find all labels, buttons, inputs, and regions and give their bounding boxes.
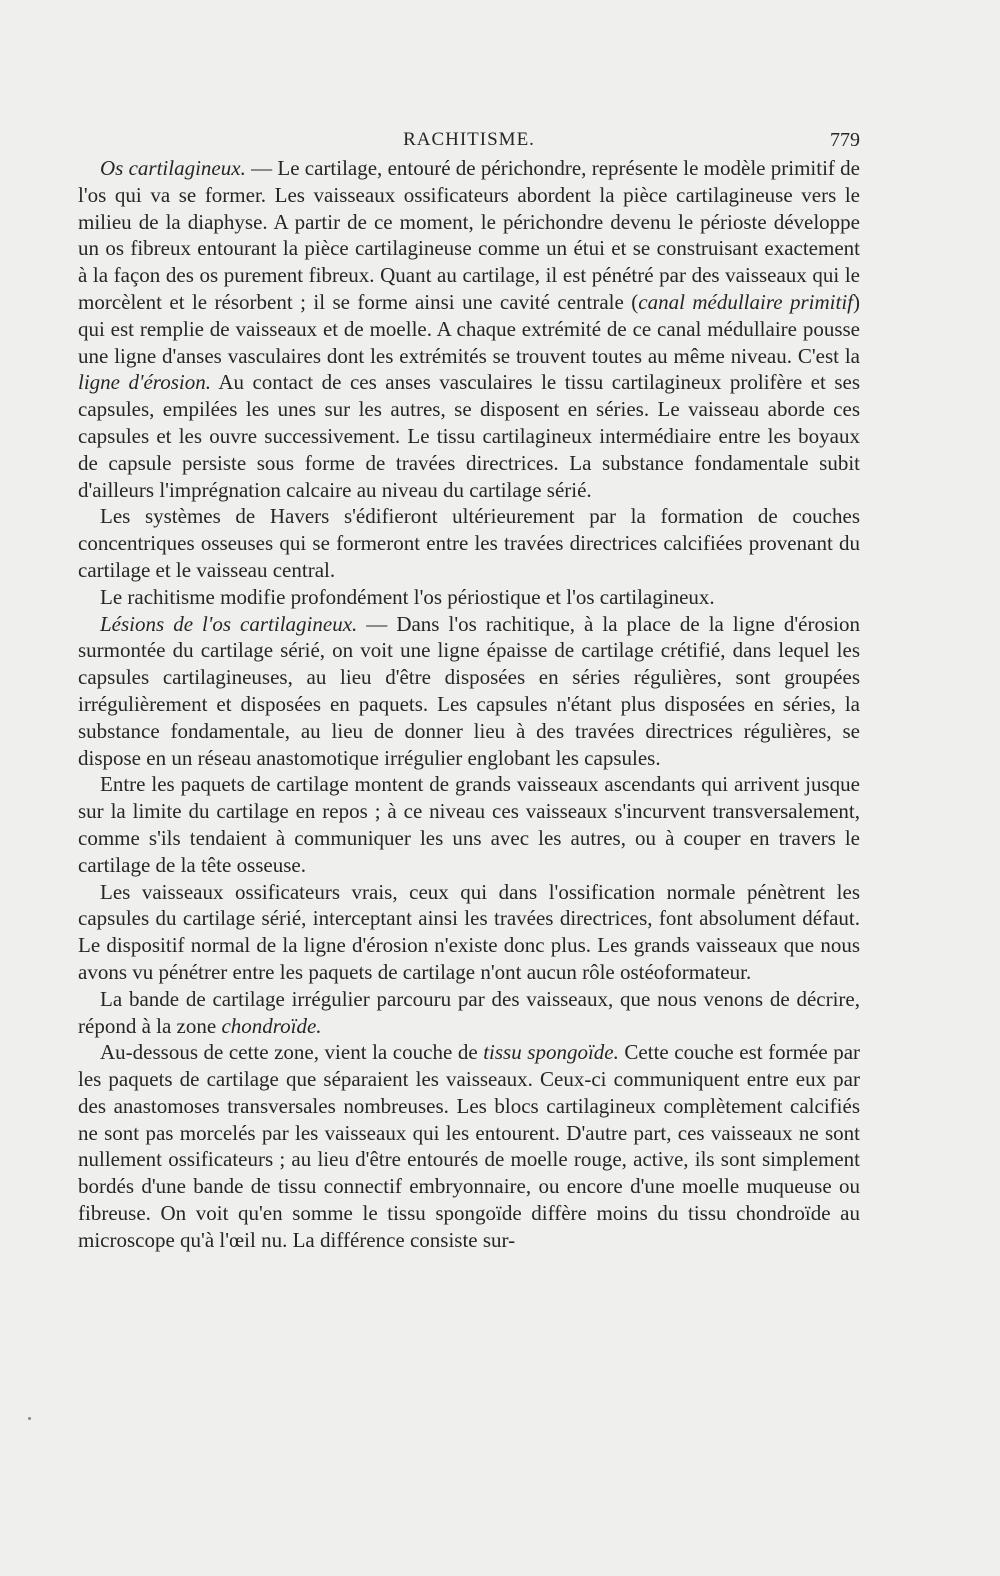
section-lead: Lésions de l'os cartilagineux. bbox=[100, 611, 358, 636]
paragraph-text: Les vaisseaux ossificateurs vrais, ceux qui dans l'ossification normale pénètrent les capsules du cartilage sérié, interceptant ainsi les travées directrices, font absolument défaut. Le dispositif normal de la ligne d'érosion n'existe donc plus. Les grands vaisseaux que nous avons vu pénétrer entre les paquets de cartilage n'ont aucun rôle ostéoformateur. bbox=[78, 879, 860, 984]
paragraph-text: Au contact de ces anses vasculaires le tissu cartilagineux prolifère et ses capsules, empilées les unes sur les autres, se disposent en séries. Le vaisseau aborde ces capsules et les ouvre successivement. Le tissu cartilagineux intermédiaire entre les boyaux de capsule persiste sous forme de travées directrices. La substance fondamentale subit d'ailleurs l'imprégnation calcaire au niveau du cartilage sérié. bbox=[78, 370, 860, 502]
paragraph-text: ) qui est remplie de vaisseaux et de moelle. A chaque extrémité de ce canal médullaire pousse une ligne d'anses vasculaires dont les extrémités se trouvent toutes au même niveau. C'est la bbox=[78, 289, 860, 368]
body-text bbox=[78, 155, 860, 1254]
section-lead: Os cartilagineux. bbox=[100, 156, 246, 180]
paragraph-text: Entre les paquets de cartilage montent de grands vaisseaux ascendants qui arrivent jusque sur la limite du cartilage en repos ; à ce niveau ces vaisseaux s'incurvent transversalement, comme s'ils tendaient à communiquer les uns avec les autres, ou à couper en travers le cartilage de la tête osseuse. bbox=[78, 772, 860, 877]
paragraph bbox=[78, 879, 860, 986]
paragraph-text: Les systèmes de Havers s'édifieront ultérieurement par la formation de couches concentriques osseuses qui se formeront entre les travées directrices calcifiées provenant du cartilage et le vaisseau central. bbox=[78, 504, 860, 582]
paper-speck bbox=[28, 1417, 31, 1420]
paragraph-lesions bbox=[78, 611, 860, 772]
paragraph-text: Au-dessous de cette zone, vient la couche de bbox=[100, 1040, 484, 1065]
paragraph bbox=[78, 771, 860, 878]
inline-italic-term: chondroïde. bbox=[221, 1013, 322, 1038]
paragraph-text: Le rachitisme modifie profondément l'os périostique et l'os cartilagineux. bbox=[100, 584, 715, 609]
paragraph-text: — Dans l'os rachitique, à la place de la ligne d'érosion surmontée du cartilage sérié, on voit une ligne épaisse de cartilage crétifié, dans lequel les capsules cartilagineuses, au lieu d'être disposées en séries régulières, sont groupées irrégulièrement et disposées en paquets. Les capsules n'étant plus disposées en séries, la substance fondamentale, au lieu de donner lieu à des travées directrices régulières, se dispose en un réseau anastomotique irrégulier englobant les capsules. bbox=[78, 611, 860, 770]
paragraph bbox=[78, 584, 860, 611]
page-number: 779 bbox=[830, 129, 860, 151]
paragraph bbox=[78, 1039, 860, 1253]
page-header bbox=[78, 126, 860, 154]
running-head: RACHITISME. bbox=[403, 129, 535, 150]
paragraph bbox=[78, 503, 860, 583]
paragraph-text: — Le cartilage, entouré de périchondre, représente le modèle primitif de l'os qui va se former. Les vaisseaux ossificateurs abordent la pièce cartilagineuse vers le milieu de la diaphyse. A partir de ce moment, le périchondre devenu le périoste développe un os fibreux entourant la pièce cartilagineuse comme un étui et se construisant exactement à la façon des os purement fibreux. Quant au cartilage, il est pénétré par des vaisseaux qui le morcèlent et le résorbent ; il se forme ainsi une cavité centrale ( bbox=[78, 156, 860, 314]
inline-italic-term: tissu spongoïde. bbox=[483, 1040, 619, 1065]
paragraph-text: Cette couche est formée par les paquets de cartilage que séparaient les vaisseaux. Ceux-ci communiquent entre eux par des anastomoses transversales nombreuses. Les blocs cartilagineux complètement calcifiés ne sont pas morcelés par les vaisseaux qui les entourent. D'autre part, ces vaisseaux ne sont nullement ossificateurs ; au lieu d'être entourés de moelle rouge, active, ils sont simplement bordés d'une bande de tissu connectif embryonnaire, ou encore d'une moelle muqueuse ou fibreuse. On voit qu'en somme le tissu spongoïde diffère moins du tissu chondroïde au microscope qu'à l'œil nu. La différence consiste sur- bbox=[78, 1040, 861, 1252]
inline-italic-term: ligne d'érosion. bbox=[78, 370, 211, 395]
paragraph bbox=[78, 986, 860, 1040]
inline-italic-term: canal médullaire primitif bbox=[638, 289, 853, 314]
paragraph-os-cartilagineux bbox=[78, 155, 860, 503]
paragraph-text: La bande de cartilage irrégulier parcouru par des vaisseaux, que nous venons de décrire, répond à la zone bbox=[78, 986, 860, 1038]
